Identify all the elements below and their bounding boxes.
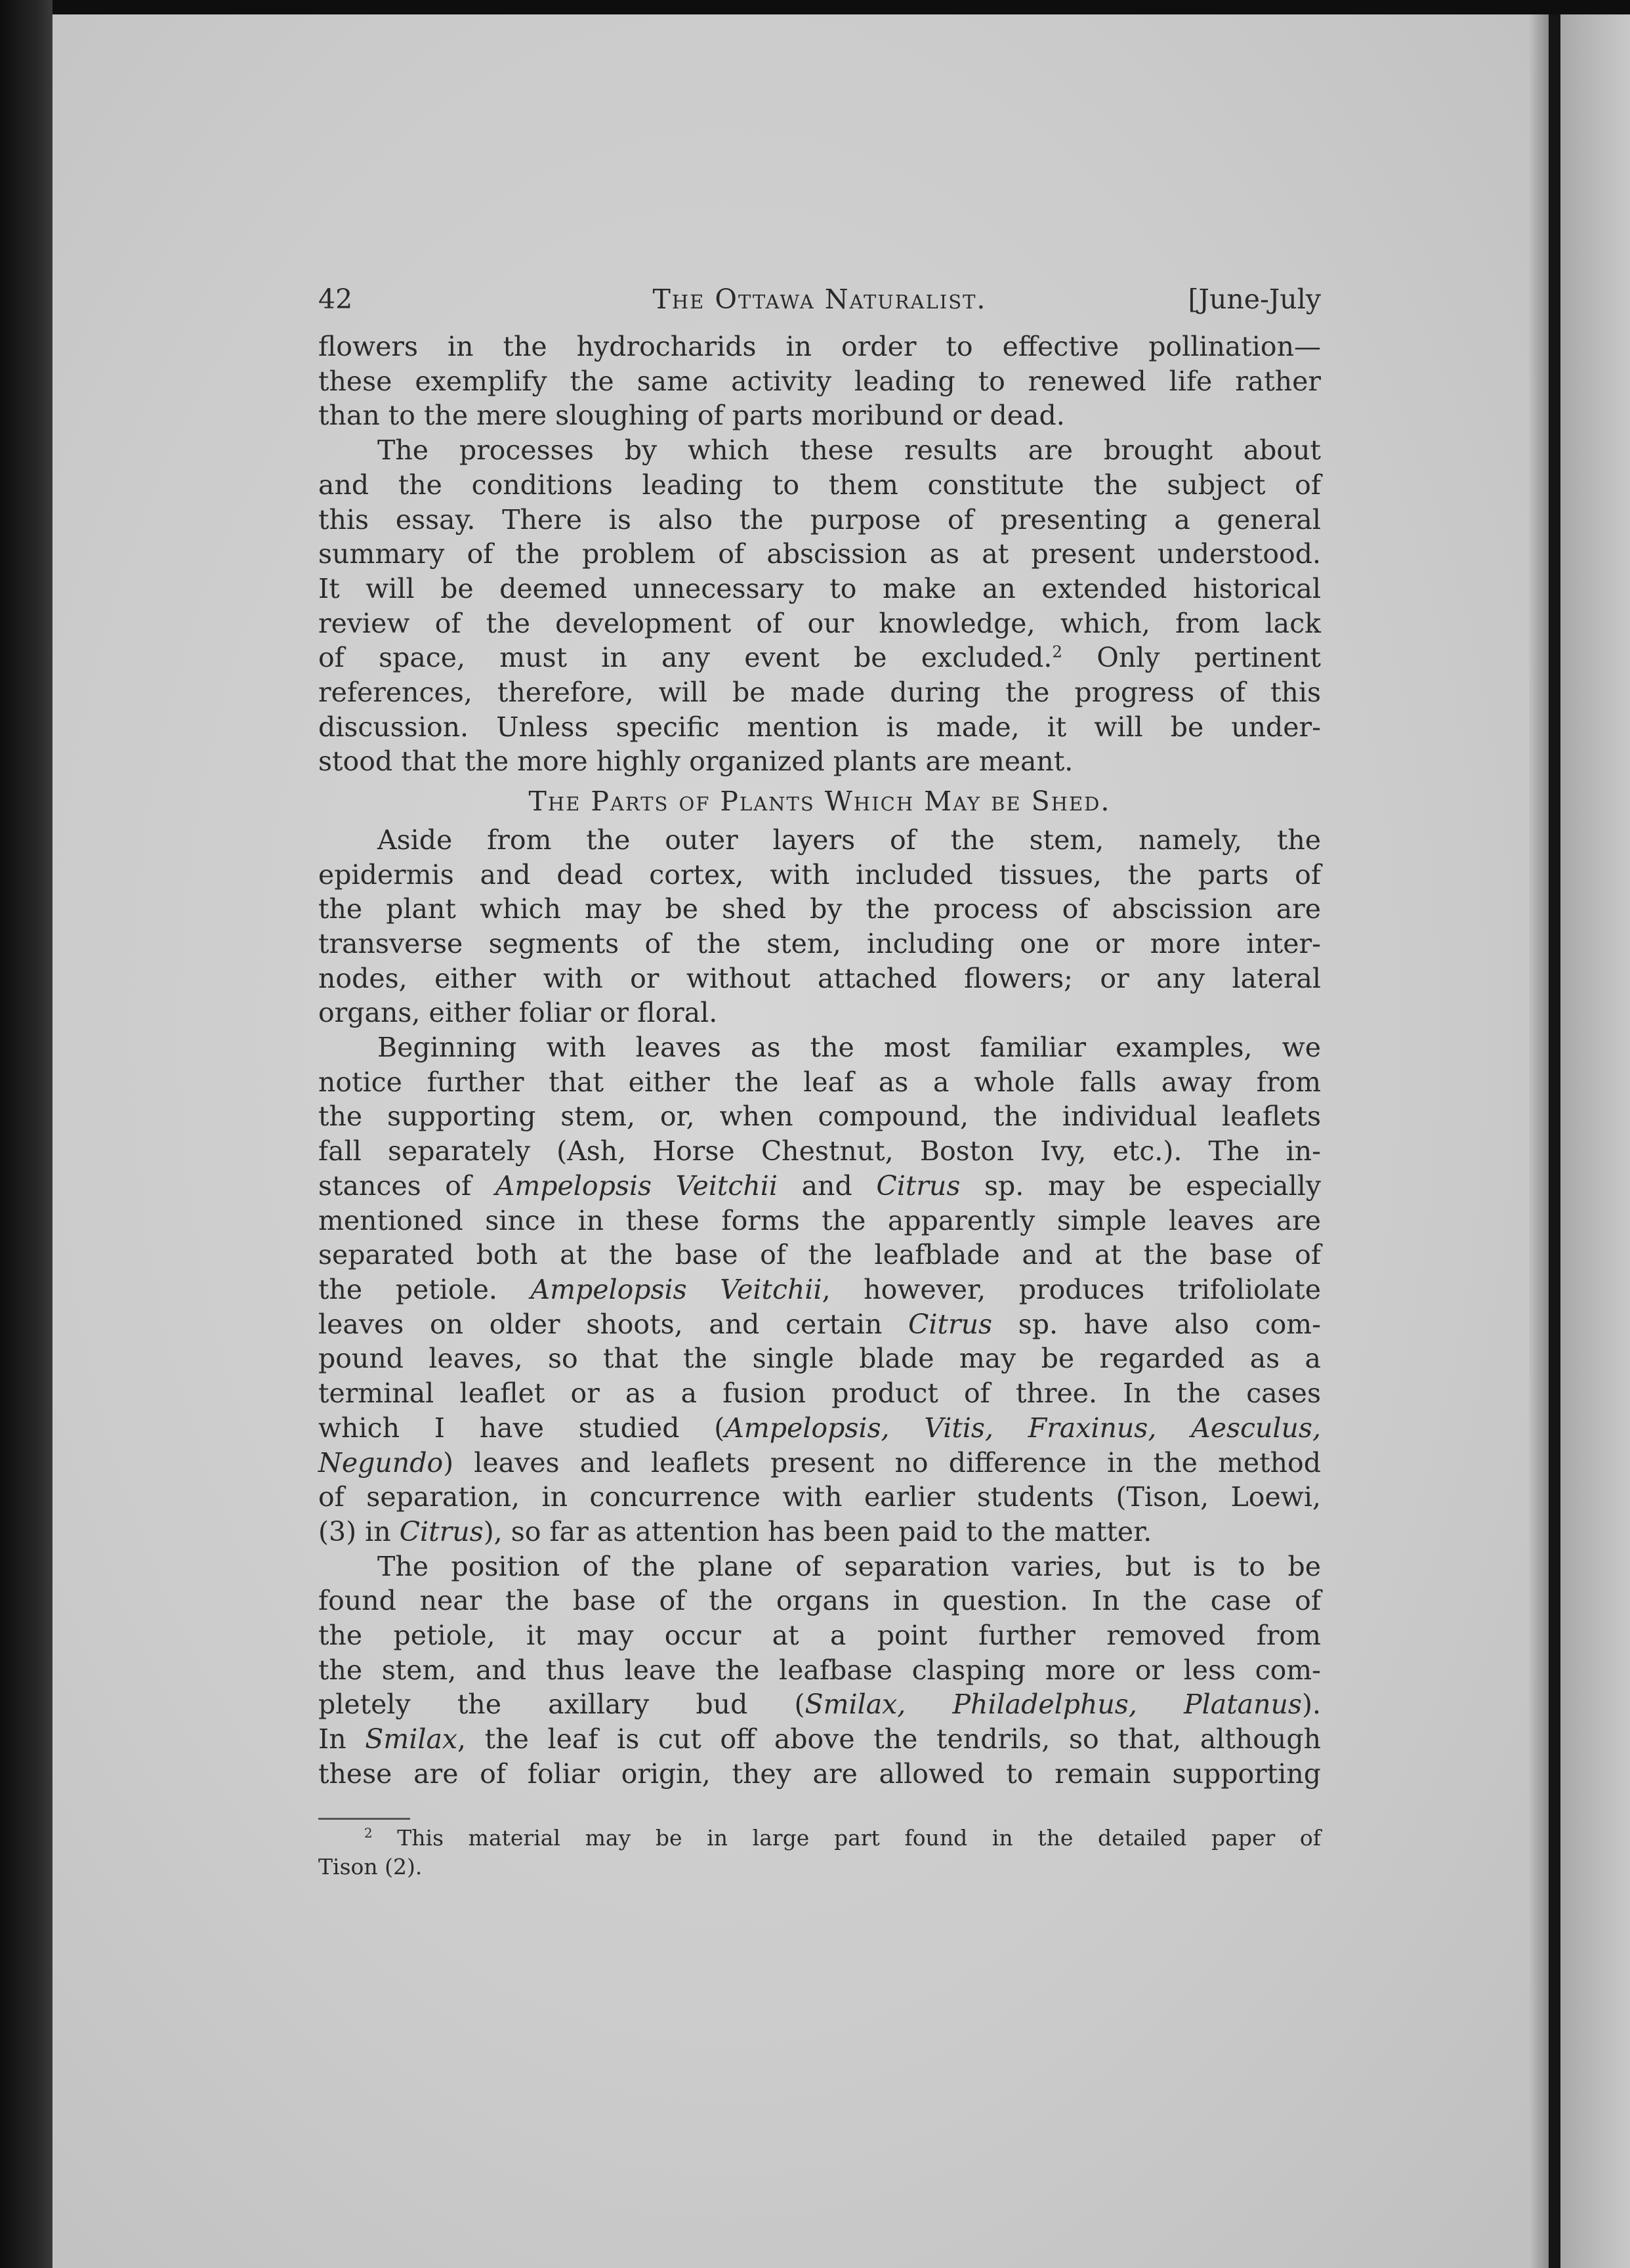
text-line: transverse segments of the stem, including one or more inter- xyxy=(318,927,1321,959)
text-line: organs, either foliar or floral. xyxy=(318,997,718,1029)
text-line: these are of foliar origin, they are allowed to remain supporting xyxy=(318,1757,1321,1790)
text-line: this essay. There is also the purpose of presenting a general xyxy=(318,503,1321,536)
text-line xyxy=(318,1411,1321,1446)
text-fragment: and xyxy=(777,1169,877,1202)
taxon-name: Citrus xyxy=(908,1308,993,1340)
section-heading: The Parts of Plants Which May be Shed. xyxy=(528,786,1111,818)
text-line xyxy=(318,1169,1321,1204)
text-line: the plant which may be shed by the process of abscission are xyxy=(318,893,1321,925)
text-line xyxy=(318,1722,1321,1757)
taxon-name: Smilax xyxy=(365,1723,458,1755)
text-line xyxy=(318,1446,1321,1480)
text-line: epidermis and dead cortex, with included tissues, the parts of xyxy=(318,858,1321,891)
book-spine xyxy=(1549,14,1560,2268)
text-line: summary of the problem of abscission as at present understood. xyxy=(318,538,1321,570)
text-fragment: ), so far as attention has been paid to the matter. xyxy=(483,1515,1152,1547)
text-fragment: ) leaves and leaflets present no difference in the method xyxy=(443,1446,1321,1479)
text-line: these exemplify the same activity leading to renewed life rather xyxy=(318,365,1321,397)
footnote-line: Tison (2). xyxy=(318,1853,423,1880)
footnote-line xyxy=(318,1824,1321,1853)
paragraph xyxy=(318,1030,1321,1549)
text-line: found near the base of the organs in question. In the case of xyxy=(318,1585,1321,1617)
text-line xyxy=(318,1272,1321,1307)
text-fragment: ). xyxy=(1301,1689,1322,1721)
text-line: Beginning with leaves as the most familiar examples, we xyxy=(377,1032,1321,1064)
text-line: mentioned since in these forms the apparently simple leaves are xyxy=(318,1204,1321,1236)
taxon-name: Smilax, Philadelphus, Platanus xyxy=(805,1689,1302,1721)
text-line: nodes, either with or without attached flowers; or any lateral xyxy=(318,962,1321,994)
paragraph xyxy=(318,433,1321,779)
text-fragment: pletely the axillary bud ( xyxy=(318,1689,805,1721)
adjacent-page-edge xyxy=(1560,14,1630,2268)
text-line: and the conditions leading to them constitute the subject of xyxy=(318,469,1321,501)
footnote-rule xyxy=(318,1818,410,1820)
text-line: notice further that either the leaf as a whole falls away from xyxy=(318,1066,1321,1098)
taxon-name: Ampelopsis Veitchii xyxy=(530,1273,822,1305)
footnote-marker: 2 xyxy=(364,1825,373,1841)
text-line: review of the development of our knowledge, which, from lack xyxy=(318,607,1321,639)
page-number: 42 xyxy=(318,284,353,315)
text-line: flowers in the hydrocharids in order to effective pollination— xyxy=(318,331,1321,362)
text-line: It will be deemed unnecessary to make an extended historical xyxy=(318,572,1321,604)
text-fragment: sp. have also com- xyxy=(992,1308,1322,1340)
footnote xyxy=(318,1824,1321,1881)
text-line: discussion. Unless specific mention is made, it will be under- xyxy=(318,711,1321,743)
text-line: of separation, in concurrence with earlier students (Tison, Loewi, xyxy=(318,1481,1321,1513)
text-line: terminal leaflet or as a fusion product of three. In the cases xyxy=(318,1377,1321,1410)
paragraph xyxy=(318,329,1321,433)
taxon-name: Negundo xyxy=(318,1446,444,1479)
text-fragment: In xyxy=(318,1723,366,1755)
text-fragment: , the leaf is cut off above the tendrils, so that, although xyxy=(457,1723,1321,1755)
text-line xyxy=(318,1687,1321,1722)
text-line: pound leaves, so that the single blade may be regarded as a xyxy=(318,1343,1321,1375)
text-line: than to the mere sloughing of parts moribund or dead. xyxy=(318,400,1065,432)
text-line xyxy=(318,1307,1321,1342)
text-fragment: stances of xyxy=(318,1169,495,1202)
text-line: stood that the more highly organized plants are meant. xyxy=(318,746,1074,778)
text-line: The position of the plane of separation varies, but is to be xyxy=(377,1550,1321,1582)
text-line: the stem, and thus leave the leafbase clasping more or less com- xyxy=(318,1654,1321,1686)
text-line xyxy=(318,1515,1321,1549)
taxon-name: Ampelopsis Veitchii xyxy=(495,1169,778,1202)
journal-title: The Ottawa Naturalist. xyxy=(652,284,987,315)
text-line: the petiole, it may occur at a point further removed from xyxy=(318,1620,1321,1652)
text-fragment: the petiole. xyxy=(318,1273,531,1305)
text-fragment: , however, produces trifoliolate xyxy=(822,1273,1321,1305)
paragraph xyxy=(318,1549,1321,1792)
page-gutter-shadow xyxy=(1529,14,1549,2268)
text-line: The processes by which these results are brought about xyxy=(377,434,1321,467)
text-line: fall separately (Ash, Horse Chestnut, Boston Ivy, etc.). The in- xyxy=(318,1135,1321,1167)
text-line: the supporting stem, or, when compound, the individual leaflets xyxy=(318,1101,1321,1133)
taxon-name: Citrus xyxy=(399,1515,484,1547)
page-text xyxy=(318,282,1321,1881)
text-fragment: sp. may be especially xyxy=(960,1169,1321,1202)
scan-border-top xyxy=(0,0,1630,14)
text-line: Aside from the outer layers of the stem, namely, the xyxy=(377,824,1321,856)
text-line: references, therefore, will be made during the progress of this xyxy=(318,677,1321,709)
text-fragment: (3) in xyxy=(318,1515,400,1547)
paragraph xyxy=(318,823,1321,1030)
text-fragment: of space, must in any event be excluded. xyxy=(318,642,1053,674)
text-line xyxy=(318,640,1321,675)
text-line: separated both at the base of the leafblade and at the base of xyxy=(318,1239,1321,1271)
taxon-name: Ampelopsis, Vitis, Fraxinus, Aesculus, xyxy=(724,1412,1321,1444)
footnote-reference: 2 xyxy=(1052,642,1063,662)
running-header xyxy=(318,282,1321,329)
taxon-name: Citrus xyxy=(876,1169,961,1202)
issue-label: [June-July xyxy=(1188,284,1321,315)
text-fragment: which I have studied ( xyxy=(318,1412,725,1444)
text-fragment: leaves on older shoots, and certain xyxy=(318,1308,909,1340)
text-fragment: This material may be in large part found in the detailed paper of xyxy=(372,1824,1321,1851)
scan-border-left xyxy=(0,0,52,2268)
text-fragment: Only pertinent xyxy=(1062,642,1321,674)
